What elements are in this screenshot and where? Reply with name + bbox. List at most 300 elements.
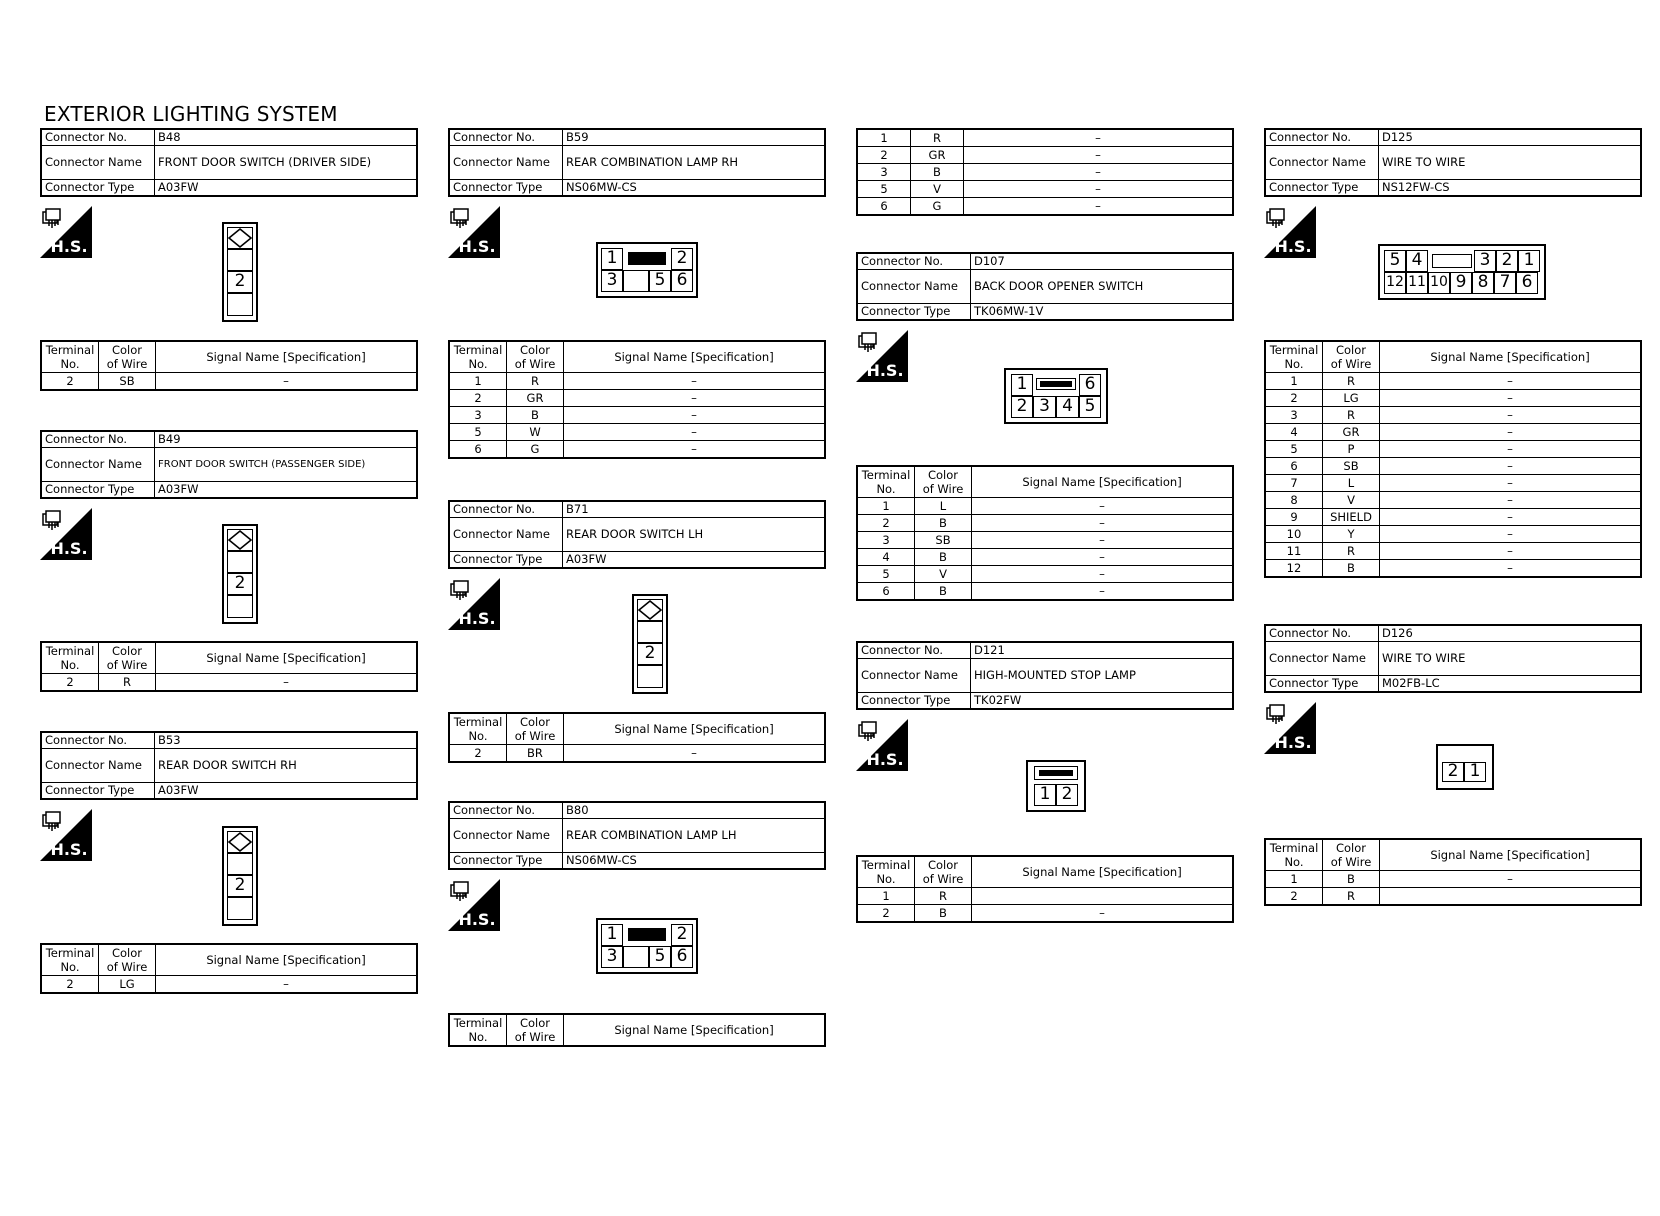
color-of-wire-header: Color of Wire <box>1323 341 1380 373</box>
table-row <box>857 498 1233 515</box>
signal-name: – <box>564 441 826 459</box>
connector-type-row <box>41 180 417 197</box>
signal-table-header <box>857 856 1233 888</box>
table-row <box>41 373 417 391</box>
signal-name: – <box>156 674 418 692</box>
key-block <box>1039 770 1073 776</box>
terminal-no: 2 <box>41 674 99 692</box>
terminal-no: 1 <box>857 888 915 905</box>
terminal-cell <box>637 665 663 688</box>
wire-color: R <box>1323 543 1380 560</box>
connector-type-label: Connector Type <box>449 853 563 870</box>
connector-name-label: Connector Name <box>41 146 155 180</box>
connector-name-label: Connector Name <box>1265 642 1379 676</box>
terminal-cell: 11 <box>1406 272 1428 294</box>
signal-table <box>1264 340 1642 578</box>
connector-name-row <box>857 270 1233 304</box>
wire-color: R <box>1323 373 1380 390</box>
terminal-cell <box>227 249 253 271</box>
key-diamond-icon <box>637 599 663 621</box>
connector-no-label: Connector No. <box>1265 129 1379 146</box>
terminal-no: 6 <box>857 583 915 601</box>
table-row <box>449 390 825 407</box>
connector-type-label: Connector Type <box>449 552 563 569</box>
signal-name: – <box>972 905 1234 923</box>
terminal-no: 5 <box>857 566 915 583</box>
connector-no-value: D121 <box>971 642 1234 659</box>
terminal-no: 2 <box>857 147 911 164</box>
connector-type-label: Connector Type <box>1265 180 1379 197</box>
signal-table-header <box>1265 839 1641 871</box>
connector-no-value: D125 <box>1379 129 1642 146</box>
connector-no-row <box>857 253 1233 270</box>
signal-name: – <box>156 373 418 391</box>
table-row <box>857 164 1233 181</box>
connector-name-value: FRONT DOOR SWITCH (DRIVER SIDE) <box>155 146 418 180</box>
connector-type-label: Connector Type <box>41 180 155 197</box>
signal-name: – <box>1380 441 1642 458</box>
terminal-cell: 5 <box>649 946 671 968</box>
terminal-cell: 2 <box>1496 250 1518 272</box>
wire-color: B <box>911 164 964 181</box>
connector-name-row <box>41 448 417 482</box>
wire-color: B <box>1323 560 1380 578</box>
table-row <box>857 566 1233 583</box>
terminal-no: 5 <box>1265 441 1323 458</box>
signal-name-header: Signal Name [Specification] <box>564 341 826 373</box>
connector-header-table <box>856 252 1234 321</box>
wire-color: SHIELD <box>1323 509 1380 526</box>
terminal-cell: 2 <box>227 573 253 595</box>
terminal-no: 11 <box>1265 543 1323 560</box>
terminal-cell: 4 <box>1406 250 1428 272</box>
connector-name-row <box>449 518 825 552</box>
table-row <box>1265 888 1641 906</box>
signal-name: – <box>1380 373 1642 390</box>
key-block <box>628 252 666 265</box>
signal-name: – <box>1380 543 1642 560</box>
connector-type-label: Connector Type <box>857 304 971 321</box>
terminal-no-header: Terminal No. <box>449 713 507 745</box>
signal-name-header: Signal Name [Specification] <box>1380 839 1642 871</box>
terminal-cell: 3 <box>1474 250 1496 272</box>
wire-color: BR <box>507 745 564 763</box>
table-row <box>1265 509 1641 526</box>
connector-name-label: Connector Name <box>41 749 155 783</box>
connector-name-value: WIRE TO WIRE <box>1379 146 1642 180</box>
connector-type-row <box>449 853 825 870</box>
terminal-no-header: Terminal No. <box>449 1014 507 1046</box>
harness-side-icon <box>448 879 500 931</box>
signal-name: – <box>972 549 1234 566</box>
color-of-wire-header: Color of Wire <box>99 642 156 674</box>
connector-type-row <box>449 552 825 569</box>
wire-color: GR <box>507 390 564 407</box>
terminal-no: 2 <box>1265 390 1323 407</box>
wire-color: L <box>915 498 972 515</box>
terminal-no: 4 <box>1265 424 1323 441</box>
connector-no-value: D107 <box>971 253 1234 270</box>
harness-side-icon <box>856 330 908 382</box>
signal-name-header: Signal Name [Specification] <box>564 1014 826 1046</box>
connector-type-row <box>41 783 417 800</box>
hs-label: H.S. <box>50 237 88 256</box>
signal-table <box>40 641 418 692</box>
terminal-no: 12 <box>1265 560 1323 578</box>
signal-name-header: Signal Name [Specification] <box>156 341 418 373</box>
terminal-cell: 7 <box>1494 272 1516 294</box>
connector-no-value: D126 <box>1379 625 1642 642</box>
connector-no-label: Connector No. <box>857 642 971 659</box>
connector-name-value: REAR DOOR SWITCH RH <box>155 749 418 783</box>
table-row <box>857 181 1233 198</box>
terminal-no: 1 <box>1265 373 1323 390</box>
terminal-cell: 6 <box>671 946 693 968</box>
terminal-no: 10 <box>1265 526 1323 543</box>
connector-name-label: Connector Name <box>449 819 563 853</box>
terminal-cell: 5 <box>649 270 671 292</box>
signal-name-header: Signal Name [Specification] <box>972 856 1234 888</box>
color-of-wire-header: Color of Wire <box>915 856 972 888</box>
signal-name: – <box>564 407 826 424</box>
signal-name: – <box>1380 871 1642 888</box>
color-of-wire-header: Color of Wire <box>99 944 156 976</box>
signal-name-header: Signal Name [Specification] <box>564 713 826 745</box>
wire-color: V <box>1323 492 1380 509</box>
wire-color: GR <box>911 147 964 164</box>
connector-header-table <box>1264 624 1642 693</box>
signal-table <box>856 855 1234 923</box>
terminal-cell: 1 <box>601 924 623 946</box>
terminal-no: 9 <box>1265 509 1323 526</box>
terminal-no: 5 <box>857 181 911 198</box>
signal-name: – <box>1380 458 1642 475</box>
signal-table-header <box>857 466 1233 498</box>
table-row <box>1265 424 1641 441</box>
table-row <box>449 407 825 424</box>
signal-table <box>1264 838 1642 906</box>
table-row <box>449 745 825 763</box>
signal-name: – <box>1380 475 1642 492</box>
connector-header-table <box>40 731 418 800</box>
connector-no-label: Connector No. <box>449 802 563 819</box>
connector-name-label: Connector Name <box>449 518 563 552</box>
terminal-cell <box>227 897 253 920</box>
terminal-no: 1 <box>449 373 507 390</box>
terminal-no: 3 <box>857 164 911 181</box>
signal-table-header <box>41 944 417 976</box>
table-row <box>449 441 825 459</box>
hs-label: H.S. <box>50 539 88 558</box>
signal-name: – <box>564 373 826 390</box>
signal-name: – <box>972 532 1234 549</box>
table-row <box>1265 458 1641 475</box>
table-row <box>857 549 1233 566</box>
terminal-no: 6 <box>1265 458 1323 475</box>
terminal-cell: 3 <box>601 946 623 968</box>
connector-type-value: A03FW <box>155 180 418 197</box>
terminal-no-header: Terminal No. <box>1265 341 1323 373</box>
connector-type-value: M02FB-LC <box>1379 676 1642 693</box>
table-row <box>1265 492 1641 509</box>
connector-type-row <box>1265 676 1641 693</box>
key-diamond-icon <box>227 831 253 853</box>
signal-name: – <box>964 198 1234 216</box>
wire-color: R <box>915 888 972 905</box>
wire-color: B <box>1323 871 1380 888</box>
terminal-no: 8 <box>1265 492 1323 509</box>
table-row <box>1265 475 1641 492</box>
terminal-cell: 6 <box>1079 374 1101 396</box>
connector-no-value: B53 <box>155 732 418 749</box>
terminal-cell: 1 <box>1034 784 1056 806</box>
connector-no-row <box>41 732 417 749</box>
table-row <box>857 129 1233 147</box>
connector-type-label: Connector Type <box>449 180 563 197</box>
connector-no-value: B48 <box>155 129 418 146</box>
connector-name-row <box>857 659 1233 693</box>
table-row <box>1265 543 1641 560</box>
signal-name: – <box>1380 390 1642 407</box>
terminal-no: 3 <box>857 532 915 549</box>
terminal-cell: 3 <box>601 270 623 292</box>
wire-color: P <box>1323 441 1380 458</box>
terminal-cell: 5 <box>1079 396 1101 418</box>
connector-name-label: Connector Name <box>1265 146 1379 180</box>
terminal-no-header: Terminal No. <box>41 642 99 674</box>
connector-no-label: Connector No. <box>1265 625 1379 642</box>
color-of-wire-header: Color of Wire <box>915 466 972 498</box>
table-row <box>1265 390 1641 407</box>
connector-name-value: REAR COMBINATION LAMP RH <box>563 146 826 180</box>
signal-name: – <box>564 390 826 407</box>
key-slot <box>1432 254 1472 268</box>
connector-name-value: BACK DOOR OPENER SWITCH <box>971 270 1234 304</box>
connector-no-row <box>1265 129 1641 146</box>
connector-no-label: Connector No. <box>449 129 563 146</box>
color-of-wire-header: Color of Wire <box>507 1014 564 1046</box>
connector-type-row <box>41 482 417 499</box>
connector-no-label: Connector No. <box>41 732 155 749</box>
wire-color: LG <box>99 976 156 994</box>
terminal-no-header: Terminal No. <box>1265 839 1323 871</box>
key-diamond-icon <box>227 227 253 249</box>
table-row <box>857 583 1233 601</box>
signal-name: – <box>564 424 826 441</box>
hs-label: H.S. <box>50 840 88 859</box>
connector-name-label: Connector Name <box>857 270 971 304</box>
connector-name-row <box>1265 642 1641 676</box>
table-row <box>857 532 1233 549</box>
table-row <box>1265 871 1641 888</box>
harness-side-icon <box>1264 702 1316 754</box>
terminal-no-header: Terminal No. <box>857 466 915 498</box>
terminal-no-header: Terminal No. <box>857 856 915 888</box>
hs-label: H.S. <box>1274 237 1312 256</box>
harness-side-icon <box>40 508 92 560</box>
terminal-no: 7 <box>1265 475 1323 492</box>
terminal-cell: 2 <box>1442 762 1464 782</box>
terminal-no: 4 <box>857 549 915 566</box>
terminal-cell <box>623 270 649 292</box>
signal-name: – <box>972 515 1234 532</box>
wire-color: R <box>507 373 564 390</box>
signal-name-header: Signal Name [Specification] <box>972 466 1234 498</box>
terminal-no: 6 <box>857 198 911 216</box>
wire-color: SB <box>99 373 156 391</box>
wire-color: V <box>915 566 972 583</box>
wire-color: B <box>915 583 972 601</box>
connector-header-table <box>1264 128 1642 197</box>
wire-color: V <box>911 181 964 198</box>
signal-table-header <box>41 642 417 674</box>
terminal-cell: 5 <box>1384 250 1406 272</box>
terminal-no: 3 <box>1265 407 1323 424</box>
terminal-no: 1 <box>857 129 911 147</box>
harness-side-icon <box>448 578 500 630</box>
terminal-no: 6 <box>449 441 507 459</box>
harness-side-icon <box>40 809 92 861</box>
wire-color: R <box>911 129 964 147</box>
connector-type-row <box>449 180 825 197</box>
connector-type-value: NS06MW-CS <box>563 180 826 197</box>
wire-color: SB <box>915 532 972 549</box>
wire-color: Y <box>1323 526 1380 543</box>
connector-no-value: B80 <box>563 802 826 819</box>
connector-no-row <box>1265 625 1641 642</box>
signal-name: – <box>1380 492 1642 509</box>
terminal-cell: 2 <box>671 924 693 946</box>
signal-name: – <box>1380 424 1642 441</box>
signal-name: – <box>972 566 1234 583</box>
connector-type-label: Connector Type <box>1265 676 1379 693</box>
connector-type-value: A03FW <box>155 783 418 800</box>
terminal-cell: 8 <box>1472 272 1494 294</box>
connector-no-row <box>41 129 417 146</box>
terminal-no: 1 <box>1265 871 1323 888</box>
connector-type-value: NS06MW-CS <box>563 853 826 870</box>
terminal-cell: 1 <box>1011 374 1033 396</box>
wire-color: B <box>915 515 972 532</box>
signal-name: – <box>964 129 1234 147</box>
terminal-cell: 2 <box>227 875 253 897</box>
connector-no-label: Connector No. <box>41 431 155 448</box>
connector-name-row <box>1265 146 1641 180</box>
color-of-wire-header: Color of Wire <box>99 341 156 373</box>
terminal-no: 2 <box>1265 888 1323 906</box>
connector-name-row <box>449 146 825 180</box>
signal-name: – <box>1380 407 1642 424</box>
connector-name-label: Connector Name <box>857 659 971 693</box>
signal-name <box>972 888 1234 905</box>
terminal-cell: 1 <box>1518 250 1540 272</box>
connector-no-row <box>449 501 825 518</box>
connector-header-table <box>448 128 826 197</box>
wire-color: G <box>911 198 964 216</box>
color-of-wire-header: Color of Wire <box>1323 839 1380 871</box>
connector-name-value: REAR DOOR SWITCH LH <box>563 518 826 552</box>
connector-name-row <box>41 749 417 783</box>
terminal-cell: 6 <box>671 270 693 292</box>
wire-color: R <box>99 674 156 692</box>
signal-table-header <box>449 341 825 373</box>
terminal-cell <box>637 621 663 643</box>
terminal-cell <box>227 853 253 875</box>
connector-no-value: B49 <box>155 431 418 448</box>
wire-color: B <box>915 905 972 923</box>
wire-color: GR <box>1323 424 1380 441</box>
terminal-cell: 2 <box>671 248 693 270</box>
signal-name: – <box>972 498 1234 515</box>
page-title: EXTERIOR LIGHTING SYSTEM <box>44 102 338 126</box>
connector-header-table <box>40 128 418 197</box>
signal-table <box>856 128 1234 216</box>
key-block <box>628 928 666 941</box>
hs-label: H.S. <box>458 910 496 929</box>
table-row <box>857 515 1233 532</box>
signal-name: – <box>156 976 418 994</box>
signal-name: – <box>964 147 1234 164</box>
wire-color: G <box>507 441 564 459</box>
wire-color: W <box>507 424 564 441</box>
signal-name: – <box>964 181 1234 198</box>
signal-name-header: Signal Name [Specification] <box>156 642 418 674</box>
connector-type-row <box>857 304 1233 321</box>
connector-no-value: B59 <box>563 129 826 146</box>
terminal-no: 2 <box>41 976 99 994</box>
terminal-no-header: Terminal No. <box>449 341 507 373</box>
terminal-cell: 10 <box>1428 272 1450 294</box>
connector-type-value: TK06MW-1V <box>971 304 1234 321</box>
table-row <box>857 147 1233 164</box>
terminal-cell: 1 <box>601 248 623 270</box>
terminal-cell: 4 <box>1056 396 1079 418</box>
signal-name: – <box>964 164 1234 181</box>
connector-type-value: NS12FW-CS <box>1379 180 1642 197</box>
key-block <box>1040 381 1072 387</box>
terminal-cell: 9 <box>1450 272 1472 294</box>
terminal-cell: 2 <box>227 271 253 293</box>
table-row <box>1265 560 1641 578</box>
connector-name-value: REAR COMBINATION LAMP LH <box>563 819 826 853</box>
terminal-cell: 3 <box>1033 396 1056 418</box>
signal-table <box>40 340 418 391</box>
signal-table-header <box>449 1014 825 1046</box>
terminal-cell: 12 <box>1384 272 1406 294</box>
signal-table-header <box>449 713 825 745</box>
wire-color: L <box>1323 475 1380 492</box>
terminal-no: 2 <box>857 905 915 923</box>
harness-side-icon <box>1264 206 1316 258</box>
connector-name-value: FRONT DOOR SWITCH (PASSENGER SIDE) <box>155 448 418 482</box>
connector-no-row <box>449 129 825 146</box>
hs-label: H.S. <box>1274 733 1312 752</box>
connector-type-label: Connector Type <box>41 783 155 800</box>
terminal-cell: 1 <box>1464 762 1486 782</box>
signal-name-header: Signal Name [Specification] <box>156 944 418 976</box>
signal-name: – <box>1380 526 1642 543</box>
terminal-cell: 2 <box>1056 784 1078 806</box>
color-of-wire-header: Color of Wire <box>507 341 564 373</box>
signal-name-header: Signal Name [Specification] <box>1380 341 1642 373</box>
connector-header-table <box>40 430 418 499</box>
signal-name: – <box>972 583 1234 601</box>
connector-type-value: TK02FW <box>971 693 1234 710</box>
connector-name-row <box>41 146 417 180</box>
table-row <box>1265 526 1641 543</box>
terminal-no: 2 <box>449 390 507 407</box>
terminal-cell <box>227 293 253 316</box>
